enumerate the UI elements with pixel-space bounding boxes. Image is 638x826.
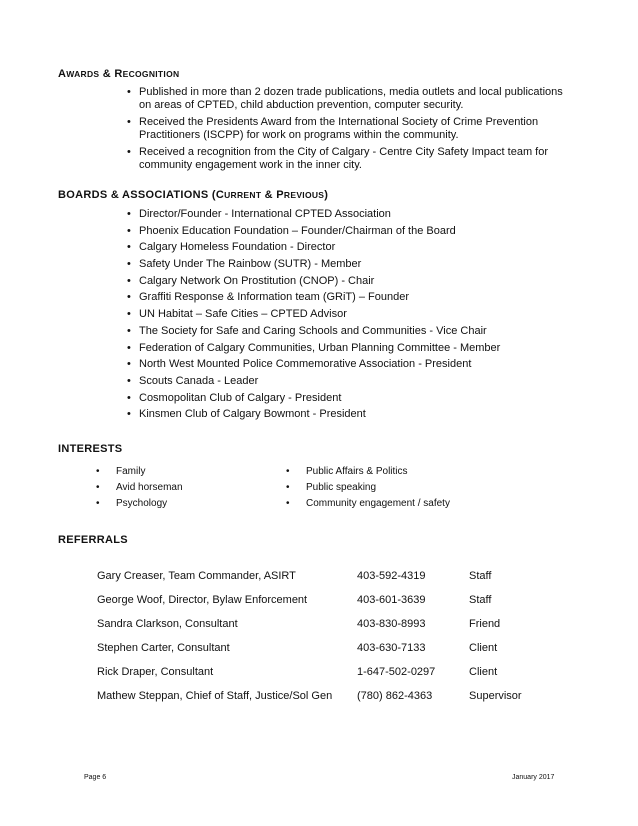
referral-name: Mathew Steppan, Chief of Staff, Justice/Sol Gen — [97, 690, 333, 702]
bullet-icon: • — [96, 466, 100, 477]
list-item — [96, 496, 296, 512]
interests-right-column — [286, 464, 526, 512]
bullet-icon: • — [286, 498, 290, 509]
referral-phone: (780) 862-4363 — [357, 690, 433, 702]
footer-date: January 2017 — [512, 774, 555, 781]
awards-heading-part: WARDS — [66, 69, 100, 79]
board-text: Phoenix Education Foundation – Founder/Chairman of the Board — [139, 224, 456, 237]
referral-phone: 403-601-3639 — [357, 594, 426, 606]
referral-phone: 403-592-4319 — [357, 570, 426, 582]
interest-text: Public speaking — [306, 482, 377, 493]
bullet-icon: • — [127, 358, 131, 371]
bullet-icon: • — [127, 408, 131, 421]
boards-heading-part: & P — [261, 189, 284, 201]
referral-role: Client — [469, 642, 498, 654]
board-text: Kinsmen Club of Calgary Bowmont - President — [139, 408, 366, 421]
bullet-icon: • — [286, 482, 290, 493]
referral-name: Rick Draper, Consultant — [97, 666, 214, 678]
bullet-icon: • — [127, 146, 131, 158]
referral-phone: 403-630-7133 — [357, 642, 426, 654]
interests-left-column — [96, 464, 296, 512]
bullet-icon: • — [127, 224, 131, 237]
referral-role: Staff — [469, 594, 492, 606]
boards-heading-part: ) — [324, 189, 329, 201]
board-text: North West Mounted Police Commemorative Association - President — [139, 358, 472, 371]
table-row — [97, 592, 567, 616]
list-item — [124, 291, 574, 308]
referral-name: Stephen Carter, Consultant — [97, 642, 230, 654]
list-item — [124, 308, 574, 325]
referral-phone: 1-647-502-0297 — [357, 666, 436, 678]
list-item — [286, 496, 526, 512]
boards-heading-part: REVIOUS — [283, 190, 325, 200]
board-text: Graffiti Response & Information team (GRiT) – Founder — [139, 291, 410, 304]
awards-heading-part: & R — [99, 68, 123, 80]
list-item — [124, 392, 574, 409]
bullet-icon: • — [127, 274, 131, 287]
bullet-icon: • — [127, 374, 131, 387]
interest-text: Avid horseman — [116, 482, 183, 493]
bullet-icon: • — [96, 482, 100, 493]
table-row — [97, 616, 567, 640]
list-item — [124, 408, 574, 425]
referral-name: Gary Creaser, Team Commander, ASIRT — [97, 570, 296, 582]
table-row — [97, 664, 567, 688]
table-row — [97, 688, 567, 712]
referral-role: Supervisor — [469, 690, 522, 702]
awards-heading — [58, 68, 179, 80]
interest-text: Community engagement / safety — [306, 498, 450, 509]
board-text: Scouts Canada - Leader — [139, 374, 259, 387]
bullet-icon: • — [127, 341, 131, 354]
bullet-icon: • — [96, 498, 100, 509]
boards-list — [124, 208, 574, 425]
referrals-table — [97, 568, 567, 712]
award-text: Published in more than 2 dozen trade publications, media outlets and local publications on areas of CPTED, child abduction prevention, computer security. — [139, 86, 563, 111]
board-text: Federation of Calgary Communities, Urban Planning Committee - Member — [139, 341, 501, 354]
list-item — [124, 275, 574, 292]
list-item — [124, 325, 574, 342]
award-text: Received a recognition from the City of Calgary - Centre City Safety Impact team for community engagement work in the inner city. — [139, 146, 548, 171]
list-item — [286, 464, 526, 480]
list-item — [124, 342, 574, 359]
referral-name: Sandra Clarkson, Consultant — [97, 618, 238, 630]
referral-role: Friend — [469, 618, 501, 630]
board-text: Safety Under The Rainbow (SUTR) - Member — [139, 258, 362, 271]
list-item — [124, 208, 574, 225]
bullet-icon: • — [127, 308, 131, 321]
board-text: Calgary Homeless Foundation - Director — [139, 241, 336, 254]
list-item — [124, 358, 574, 375]
awards-heading-part: ECOGNITION — [122, 69, 180, 79]
table-row — [97, 568, 567, 592]
bullet-icon: • — [286, 466, 290, 477]
board-text: Cosmopolitan Club of Calgary - President — [139, 391, 342, 404]
awards-heading-part: A — [58, 68, 67, 80]
table-row — [97, 640, 567, 664]
page-number: Page 6 — [84, 774, 107, 781]
list-item — [96, 464, 296, 480]
bullet-icon: • — [127, 391, 131, 404]
interest-text: Psychology — [116, 498, 168, 509]
referral-name: George Woof, Director, Bylaw Enforcement — [97, 594, 308, 606]
board-text: Calgary Network On Prostitution (CNOP) - Chair — [139, 274, 375, 287]
referral-role: Client — [469, 666, 498, 678]
interest-text: Family — [116, 466, 146, 477]
bullet-icon: • — [127, 208, 131, 220]
list-item — [286, 480, 526, 496]
referral-phone: 403-830-8993 — [357, 618, 426, 630]
bullet-icon: • — [127, 116, 131, 128]
bullet-icon: • — [127, 241, 131, 254]
list-item — [124, 258, 574, 275]
interest-text: Public Affairs & Politics — [306, 466, 408, 477]
referral-role: Staff — [469, 570, 492, 582]
list-item — [124, 86, 574, 112]
board-text: UN Habitat – Safe Cities – CPTED Advisor — [139, 308, 347, 321]
bullet-icon: • — [127, 324, 131, 337]
boards-heading-part: URRENT — [224, 190, 262, 200]
list-item — [124, 241, 574, 258]
boards-heading — [58, 189, 328, 201]
list-item — [96, 480, 296, 496]
bullet-icon: • — [127, 291, 131, 304]
referrals-heading: REFERRALS — [58, 534, 128, 546]
board-text: Director/Founder - International CPTED Association — [139, 208, 391, 220]
award-text: Received the Presidents Award from the International Society of Crime Prevention Practitioners (ISCPP) for work on programs within the community. — [139, 116, 539, 141]
interests-heading: INTERESTS — [58, 443, 123, 455]
list-item — [124, 225, 574, 242]
bullet-icon: • — [127, 258, 131, 271]
boards-heading-part: BOARDS & ASSOCIATIONS (C — [58, 189, 225, 201]
list-item — [124, 375, 574, 392]
board-text: The Society for Safe and Caring Schools and Communities - Vice Chair — [139, 324, 487, 337]
bullet-icon: • — [127, 86, 131, 98]
list-item — [124, 146, 574, 172]
list-item — [124, 116, 574, 142]
awards-list — [124, 86, 574, 172]
